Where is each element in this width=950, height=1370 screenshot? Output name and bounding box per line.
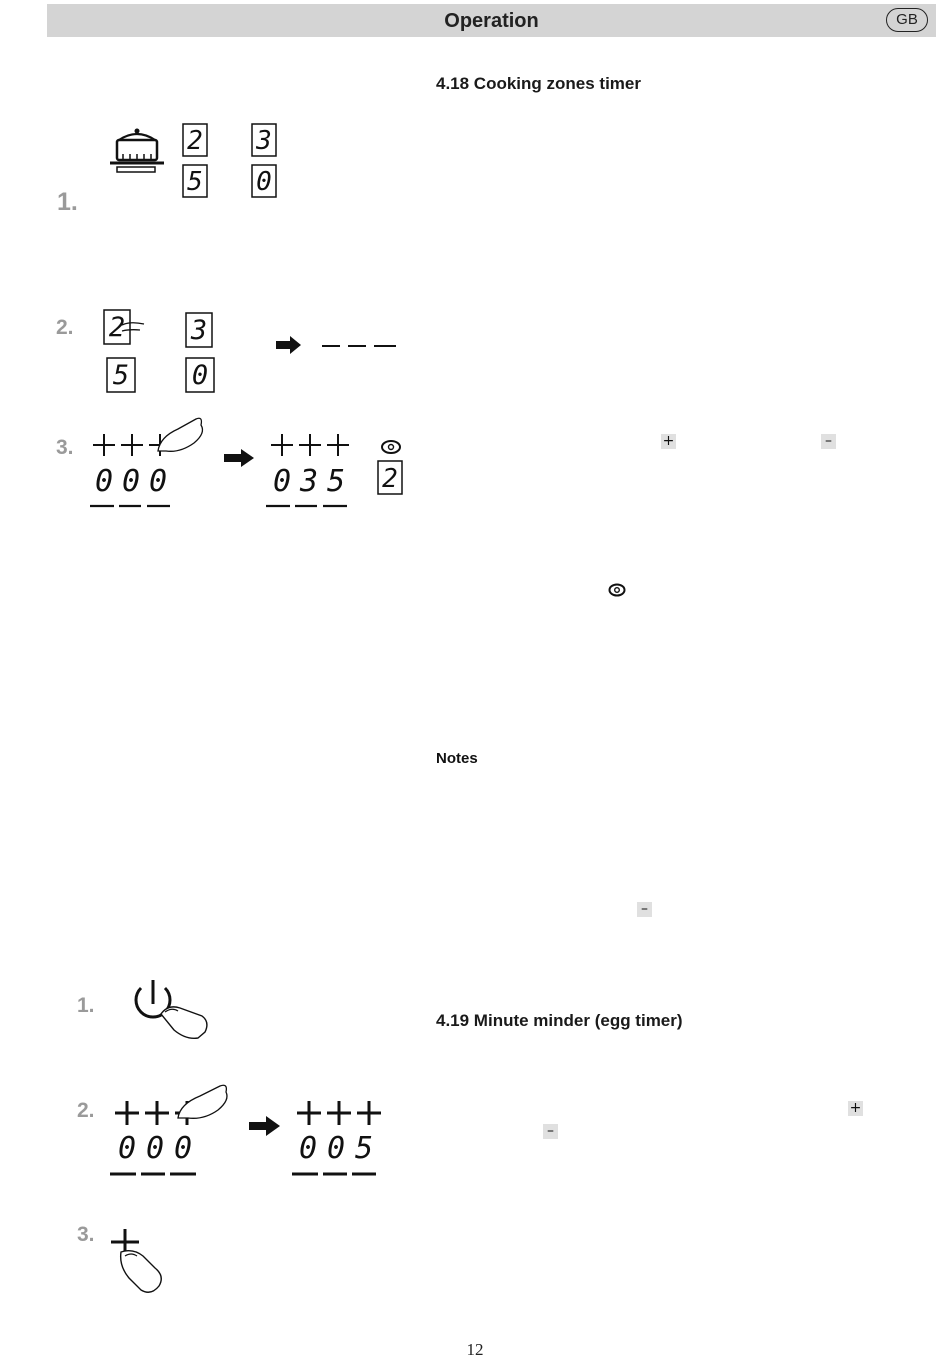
- finger-icon: [161, 1007, 207, 1038]
- timer-digit: 5: [354, 1131, 374, 1166]
- zone-digit: 2: [108, 312, 126, 343]
- timer-icon: [608, 583, 626, 597]
- page-title: Operation: [444, 10, 539, 32]
- zone-digit: 3: [190, 315, 208, 346]
- timer-digit: 0: [298, 1131, 318, 1166]
- step-number: 1.: [57, 188, 78, 216]
- zone-digit: 2: [187, 126, 203, 156]
- timer-digit: 0: [121, 464, 141, 499]
- plus-key-symbol: +: [662, 433, 675, 449]
- figure-select-zone: [100, 305, 405, 397]
- finger-icon: [122, 323, 144, 331]
- timer-digit: 0: [94, 464, 114, 499]
- timer-digit: 0: [272, 464, 292, 499]
- minus-key-symbol: –: [637, 902, 652, 917]
- step-number: 2.: [77, 1099, 95, 1122]
- zone-digit: 0: [256, 167, 272, 197]
- minus-key-symbol: –: [543, 1124, 558, 1139]
- pot-icon: [110, 129, 164, 173]
- finger-icon: [121, 1251, 162, 1293]
- section-title-minute-minder: 4.19 Minute minder (egg timer): [436, 1011, 683, 1030]
- timer-digit: 0: [173, 1131, 193, 1166]
- section-title-cooking-zones-timer: 4.18 Cooking zones timer: [436, 74, 641, 93]
- figure-minute-minder-set: [108, 1080, 388, 1180]
- zone-digit: 5: [187, 167, 203, 197]
- timer-icon: [382, 441, 400, 453]
- arrow-right-icon: [276, 336, 301, 354]
- step-number: 3.: [77, 1223, 95, 1246]
- page-number: 12: [466, 1340, 484, 1359]
- zone-digit: 5: [112, 360, 130, 391]
- notes-heading: Notes: [436, 750, 478, 767]
- zone-digit: 0: [191, 360, 209, 391]
- step-number: 1.: [77, 994, 95, 1017]
- figure-pot-zone-displays: [105, 118, 285, 203]
- figure-power-on: [128, 976, 213, 1046]
- timer-digit: 0: [145, 1131, 165, 1166]
- header-bar: [47, 4, 936, 37]
- language-badge: GB: [886, 8, 928, 32]
- step-number: 3.: [56, 436, 74, 459]
- minus-key-symbol: –: [821, 434, 836, 449]
- timer-digit: 0: [117, 1131, 137, 1166]
- step-number: 2.: [56, 316, 74, 339]
- figure-timer-set: [88, 415, 408, 515]
- timer-digit: 5: [326, 464, 346, 499]
- zone-digit: 3: [256, 126, 272, 156]
- arrow-right-icon: [249, 1116, 280, 1136]
- finger-icon: [158, 418, 202, 451]
- timer-digit: 0: [326, 1131, 346, 1166]
- finger-icon: [178, 1085, 227, 1118]
- figure-plus-press: [105, 1222, 175, 1297]
- timer-digit: 3: [299, 464, 319, 499]
- plus-keys: [271, 434, 349, 456]
- arrow-right-icon: [224, 449, 254, 467]
- plus-key-symbol: +: [849, 1100, 862, 1116]
- zone-digit: 2: [382, 464, 398, 494]
- timer-digit: 0: [148, 464, 168, 499]
- plus-keys: [297, 1101, 381, 1125]
